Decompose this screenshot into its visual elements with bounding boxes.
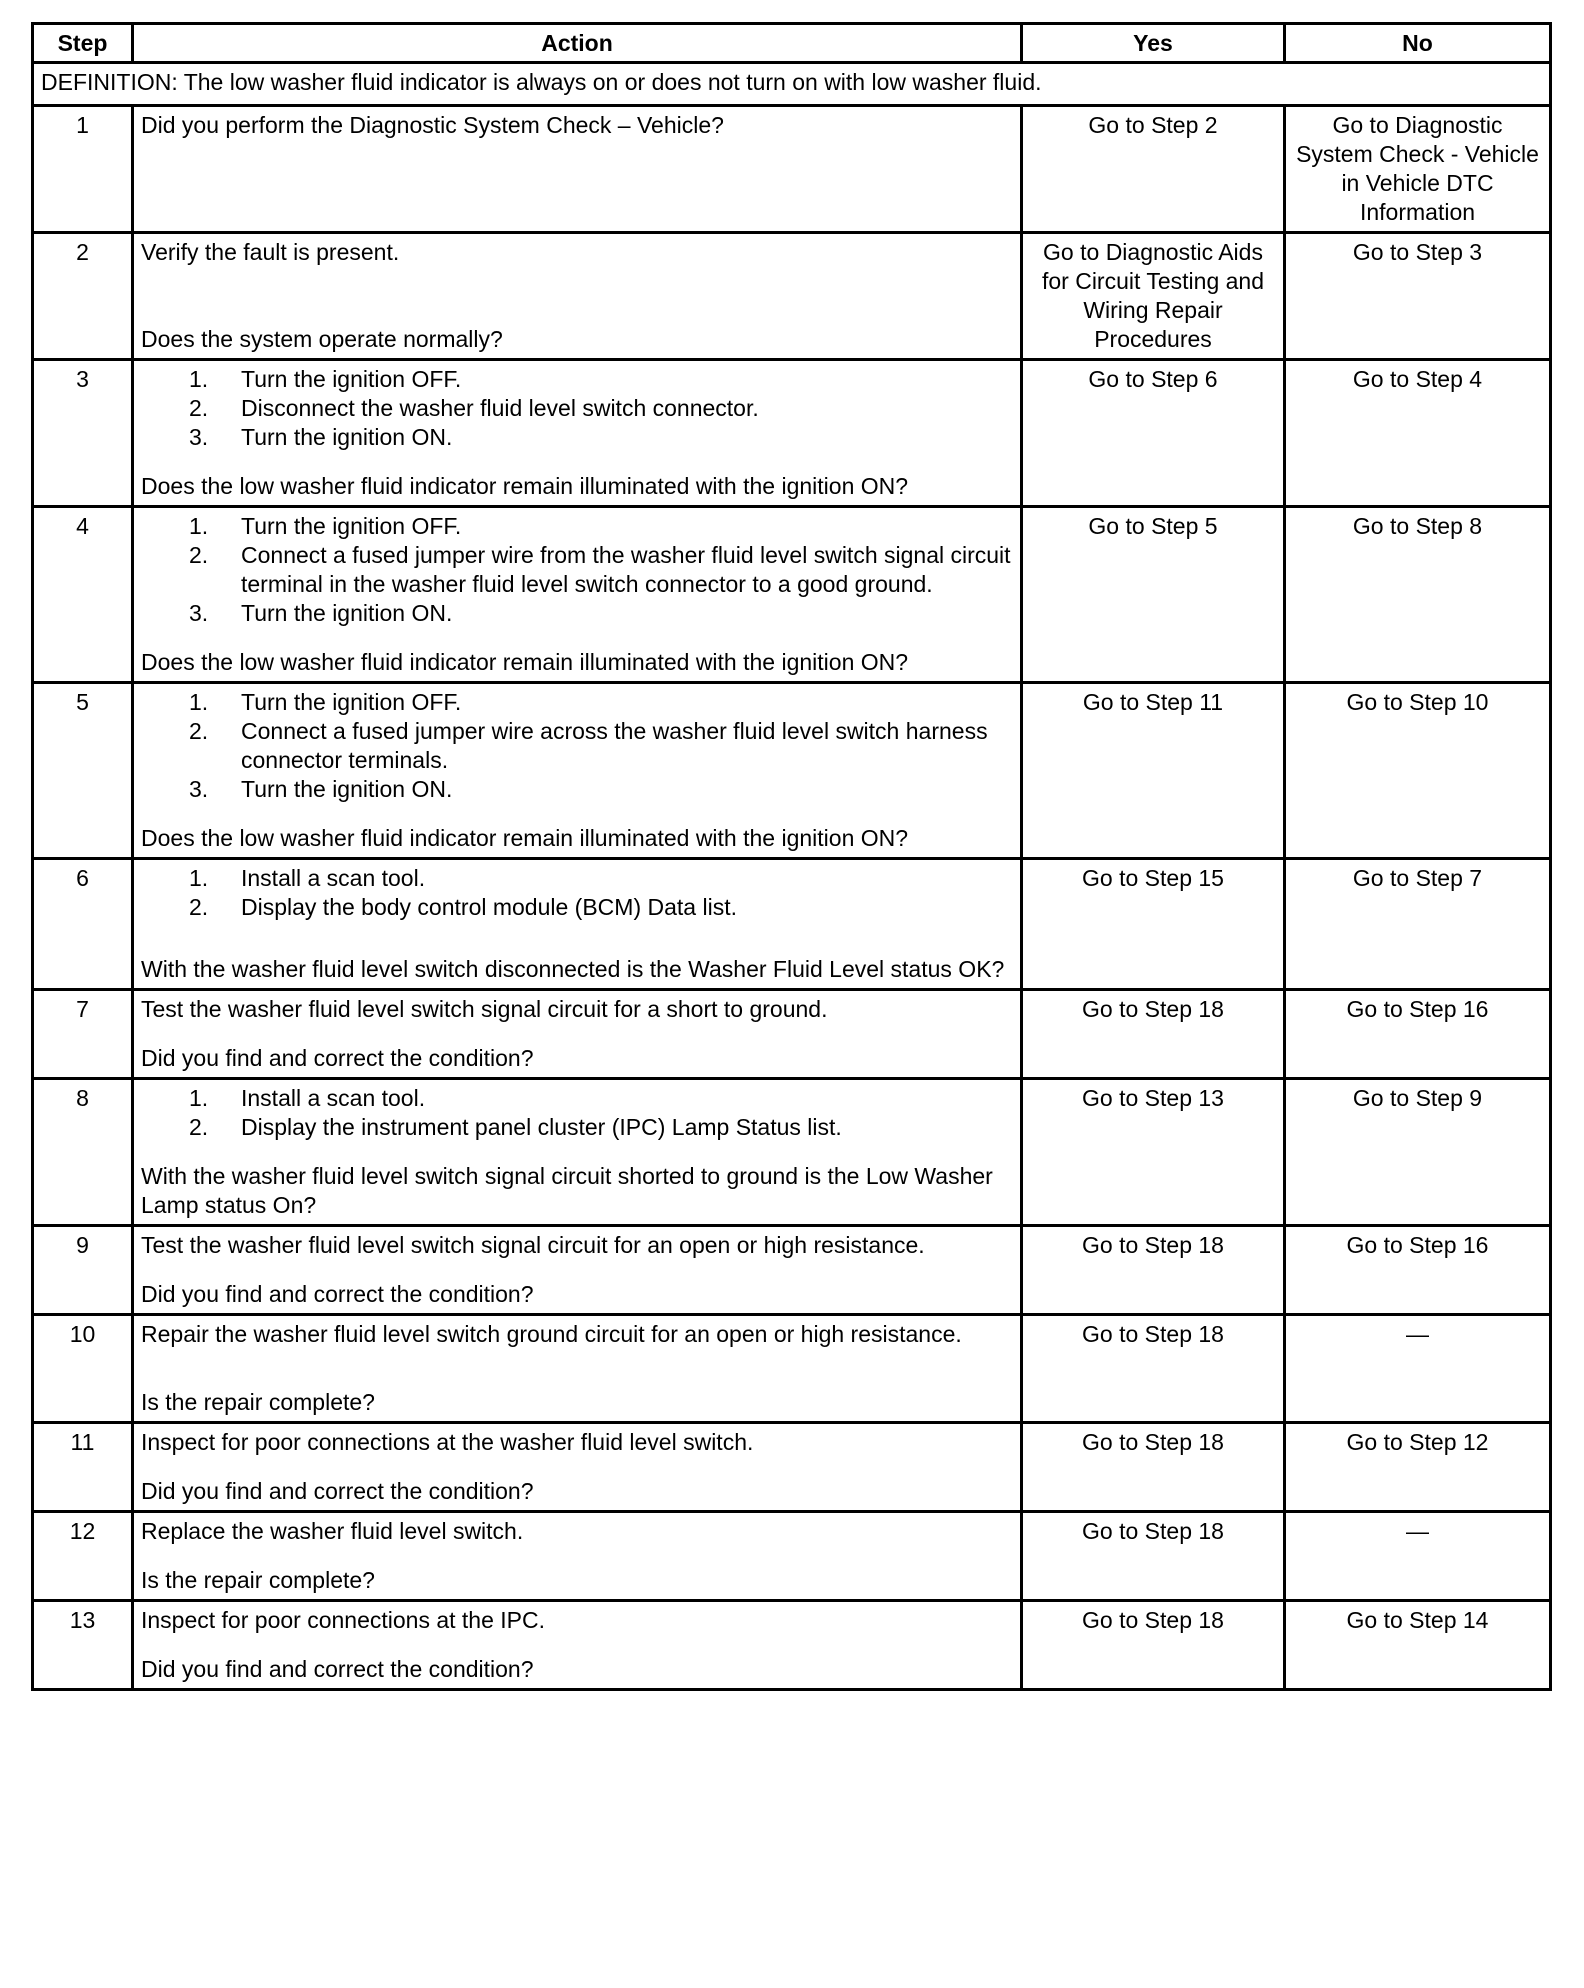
step-number: 8 bbox=[33, 1079, 133, 1226]
action-question: Did you find and correct the condition? bbox=[141, 1281, 534, 1307]
list-item bbox=[141, 1084, 1013, 1113]
no-result: Go to Step 10 bbox=[1285, 683, 1551, 859]
action-intro: Verify the fault is present. bbox=[141, 239, 400, 265]
list-item-number: 1. bbox=[189, 865, 209, 891]
list-item-text: Turn the ignition ON. bbox=[241, 424, 453, 450]
yes-result: Go to Step 18 bbox=[1022, 1512, 1285, 1601]
no-result: Go to Step 9 bbox=[1285, 1079, 1551, 1226]
list-item bbox=[141, 864, 1013, 893]
action-question: Does the system operate normally? bbox=[141, 326, 503, 352]
yes-result: Go to Step 13 bbox=[1022, 1079, 1285, 1226]
table-row bbox=[33, 1423, 1551, 1512]
no-result: Go to Step 14 bbox=[1285, 1601, 1551, 1690]
list-item-text: Turn the ignition OFF. bbox=[241, 513, 462, 539]
list-item-number: 1. bbox=[189, 366, 209, 392]
action-question: Is the repair complete? bbox=[141, 1567, 375, 1593]
table-row bbox=[33, 1512, 1551, 1601]
list-item-text: Disconnect the washer fluid level switch connector. bbox=[241, 395, 759, 421]
action-intro: Replace the washer fluid level switch. bbox=[141, 1518, 524, 1544]
list-item bbox=[141, 512, 1013, 541]
list-item bbox=[141, 599, 1013, 628]
action-cell bbox=[133, 360, 1022, 507]
yes-result: Go to Step 18 bbox=[1022, 1601, 1285, 1690]
step-number: 6 bbox=[33, 859, 133, 990]
action-steps-list bbox=[141, 864, 1013, 922]
list-item-number: 1. bbox=[189, 689, 209, 715]
list-item bbox=[141, 394, 1013, 423]
action-question: Does the low washer fluid indicator remain illuminated with the ignition ON? bbox=[141, 825, 909, 851]
action-intro: Test the washer fluid level switch signal circuit for an open or high resistance. bbox=[141, 1232, 925, 1258]
no-result: Go to Step 16 bbox=[1285, 1226, 1551, 1315]
action-intro: Repair the washer fluid level switch ground circuit for an open or high resistance. bbox=[141, 1321, 962, 1347]
action-cell bbox=[133, 1079, 1022, 1226]
action-steps-list bbox=[141, 512, 1013, 628]
no-result: Go to Step 4 bbox=[1285, 360, 1551, 507]
list-item-number: 2. bbox=[189, 542, 209, 568]
table-row bbox=[33, 859, 1551, 990]
action-intro: Inspect for poor connections at the IPC. bbox=[141, 1607, 546, 1633]
action-question: Did you find and correct the condition? bbox=[141, 1478, 534, 1504]
no-result: — bbox=[1285, 1512, 1551, 1601]
no-result: Go to Step 7 bbox=[1285, 859, 1551, 990]
header-no: No bbox=[1285, 24, 1551, 63]
definition-row bbox=[33, 63, 1551, 106]
action-cell bbox=[133, 990, 1022, 1079]
yes-result: Go to Step 11 bbox=[1022, 683, 1285, 859]
list-item-text: Connect a fused jumper wire across the washer fluid level switch harness connector terminals. bbox=[241, 718, 988, 773]
action-question: With the washer fluid level switch signal circuit shorted to ground is the Low Washer Lamp status On? bbox=[141, 1163, 993, 1218]
step-number: 10 bbox=[33, 1315, 133, 1423]
table-row bbox=[33, 1079, 1551, 1226]
list-item-text: Display the body control module (BCM) Data list. bbox=[241, 894, 737, 920]
list-item bbox=[141, 1113, 1013, 1142]
list-item bbox=[141, 365, 1013, 394]
step-number: 4 bbox=[33, 507, 133, 683]
no-result: Go to Step 12 bbox=[1285, 1423, 1551, 1512]
list-item-text: Turn the ignition ON. bbox=[241, 600, 453, 626]
step-number: 5 bbox=[33, 683, 133, 859]
list-item-text: Display the instrument panel cluster (IPC) Lamp Status list. bbox=[241, 1114, 842, 1140]
yes-result: Go to Step 18 bbox=[1022, 990, 1285, 1079]
step-number: 11 bbox=[33, 1423, 133, 1512]
step-number: 12 bbox=[33, 1512, 133, 1601]
action-intro: Test the washer fluid level switch signal circuit for a short to ground. bbox=[141, 996, 828, 1022]
action-cell bbox=[133, 1512, 1022, 1601]
step-number: 1 bbox=[33, 106, 133, 233]
header-yes: Yes bbox=[1022, 24, 1285, 63]
yes-result: Go to Step 18 bbox=[1022, 1423, 1285, 1512]
action-cell bbox=[133, 683, 1022, 859]
table-row bbox=[33, 990, 1551, 1079]
action-steps-list bbox=[141, 688, 1013, 804]
yes-result: Go to Step 2 bbox=[1022, 106, 1285, 233]
table-row bbox=[33, 233, 1551, 360]
yes-result: Go to Step 18 bbox=[1022, 1226, 1285, 1315]
list-item-number: 3. bbox=[189, 424, 209, 450]
table-row bbox=[33, 1226, 1551, 1315]
no-result: — bbox=[1285, 1315, 1551, 1423]
action-intro: Inspect for poor connections at the washer fluid level switch. bbox=[141, 1429, 754, 1455]
no-result: Go to Step 8 bbox=[1285, 507, 1551, 683]
table-row bbox=[33, 1601, 1551, 1690]
yes-result: Go to Step 15 bbox=[1022, 859, 1285, 990]
list-item bbox=[141, 775, 1013, 804]
action-cell bbox=[133, 1423, 1022, 1512]
list-item bbox=[141, 423, 1013, 452]
header-action: Action bbox=[133, 24, 1022, 63]
diagnostic-table bbox=[31, 22, 1552, 1691]
action-question: Does the low washer fluid indicator remain illuminated with the ignition ON? bbox=[141, 649, 909, 675]
step-number: 3 bbox=[33, 360, 133, 507]
action-cell bbox=[133, 1315, 1022, 1423]
header-step: Step bbox=[33, 24, 133, 63]
list-item-number: 3. bbox=[189, 776, 209, 802]
list-item-number: 2. bbox=[189, 718, 209, 744]
action-cell bbox=[133, 1601, 1022, 1690]
table-row bbox=[33, 1315, 1551, 1423]
action-question: Does the low washer fluid indicator remain illuminated with the ignition ON? bbox=[141, 473, 909, 499]
action-steps-list bbox=[141, 365, 1013, 452]
list-item-text: Connect a fused jumper wire from the washer fluid level switch signal circuit terminal in the washer fluid level switch connector to a good ground. bbox=[241, 542, 1011, 597]
action-question: Did you perform the Diagnostic System Check – Vehicle? bbox=[141, 112, 724, 138]
action-question: Did you find and correct the condition? bbox=[141, 1045, 534, 1071]
step-number: 2 bbox=[33, 233, 133, 360]
yes-result: Go to Step 5 bbox=[1022, 507, 1285, 683]
table-row bbox=[33, 360, 1551, 507]
no-result: Go to Step 16 bbox=[1285, 990, 1551, 1079]
list-item-number: 2. bbox=[189, 894, 209, 920]
yes-result: Go to Step 6 bbox=[1022, 360, 1285, 507]
list-item-text: Turn the ignition ON. bbox=[241, 776, 453, 802]
no-result: Go to Step 3 bbox=[1285, 233, 1551, 360]
list-item-text: Install a scan tool. bbox=[241, 1085, 426, 1111]
action-question: Did you find and correct the condition? bbox=[141, 1656, 534, 1682]
step-number: 9 bbox=[33, 1226, 133, 1315]
list-item-number: 1. bbox=[189, 1085, 209, 1111]
list-item-text: Turn the ignition OFF. bbox=[241, 689, 462, 715]
list-item bbox=[141, 688, 1013, 717]
list-item bbox=[141, 541, 1013, 599]
action-cell bbox=[133, 106, 1022, 233]
action-question: With the washer fluid level switch disconnected is the Washer Fluid Level status OK? bbox=[141, 956, 1005, 982]
list-item bbox=[141, 717, 1013, 775]
step-number: 7 bbox=[33, 990, 133, 1079]
definition-text: DEFINITION: The low washer fluid indicator is always on or does not turn on with low washer fluid. bbox=[33, 63, 1551, 106]
table-row bbox=[33, 683, 1551, 859]
list-item-number: 3. bbox=[189, 600, 209, 626]
list-item-text: Install a scan tool. bbox=[241, 865, 426, 891]
action-cell bbox=[133, 233, 1022, 360]
action-question: Is the repair complete? bbox=[141, 1389, 375, 1415]
list-item-number: 2. bbox=[189, 395, 209, 421]
header-row bbox=[33, 24, 1551, 63]
action-steps-list bbox=[141, 1084, 1013, 1142]
table-row bbox=[33, 106, 1551, 233]
yes-result: Go to Diagnostic Aids for Circuit Testing and Wiring Repair Procedures bbox=[1022, 233, 1285, 360]
no-result: Go to Diagnostic System Check - Vehicle in Vehicle DTC Information bbox=[1285, 106, 1551, 233]
list-item bbox=[141, 893, 1013, 922]
step-number: 13 bbox=[33, 1601, 133, 1690]
table-row bbox=[33, 507, 1551, 683]
list-item-number: 1. bbox=[189, 513, 209, 539]
action-cell bbox=[133, 859, 1022, 990]
list-item-number: 2. bbox=[189, 1114, 209, 1140]
yes-result: Go to Step 18 bbox=[1022, 1315, 1285, 1423]
action-cell bbox=[133, 507, 1022, 683]
action-cell bbox=[133, 1226, 1022, 1315]
list-item-text: Turn the ignition OFF. bbox=[241, 366, 462, 392]
